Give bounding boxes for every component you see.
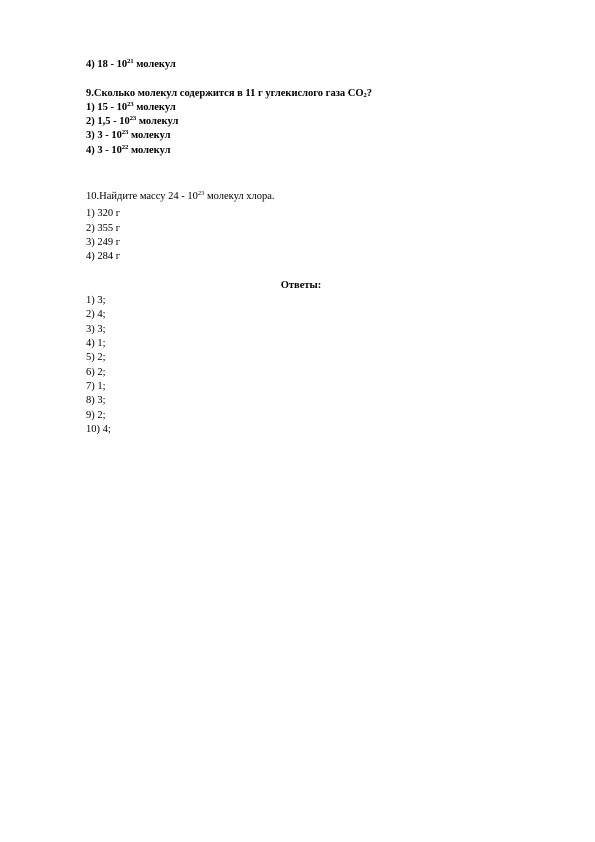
option-exponent: 23 xyxy=(121,129,129,136)
answer-item: 5) 2; xyxy=(86,352,106,363)
question-10-option-4: 4) 284 г xyxy=(86,251,121,262)
answer-item: 2) 4; xyxy=(86,309,106,320)
question-9-title xyxy=(86,87,372,100)
option-unit: молекул xyxy=(128,145,171,156)
question-text-end: молекул хлора. xyxy=(204,191,275,202)
option-unit: молекул xyxy=(128,130,171,141)
option-text: 2) 1,5 - 10 xyxy=(86,116,130,127)
question-text: 10.Найдите массу 24 - 10 xyxy=(86,191,198,202)
question-10-option-2: 2) 355 г xyxy=(86,223,121,234)
option-exponent: 21 xyxy=(127,58,134,65)
option-unit: молекул xyxy=(133,102,176,113)
question-10-option-1: 1) 320 г xyxy=(86,208,121,219)
question-9-option-1 xyxy=(86,101,176,114)
answer-item: 6) 2; xyxy=(86,367,106,378)
question-9-option-2 xyxy=(86,115,178,128)
option-text: 4) 3 - 10 xyxy=(86,145,122,156)
option-unit: молекул xyxy=(133,59,176,70)
document-page xyxy=(86,0,516,842)
answer-item: 8) 3; xyxy=(86,395,106,406)
option-unit: молекул xyxy=(136,116,179,127)
option-text: 3) 3 - 10 xyxy=(86,130,122,141)
question-9-option-4 xyxy=(86,144,170,157)
formula-subscript: 2 xyxy=(363,92,367,99)
answer-item: 10) 4; xyxy=(86,424,111,435)
answer-item: 4) 1; xyxy=(86,338,106,349)
option-text: 1) 15 - 10 xyxy=(86,102,128,113)
option-exponent: 22 xyxy=(121,144,129,151)
prev-question-option-4 xyxy=(86,58,176,71)
option-exponent: 23 xyxy=(127,101,134,108)
answer-item: 7) 1; xyxy=(86,381,106,392)
question-mark: ? xyxy=(366,88,373,99)
answer-item: 9) 2; xyxy=(86,410,106,421)
option-exponent: 23 xyxy=(129,115,137,122)
question-10-title xyxy=(86,190,275,203)
answer-item: 3) 3; xyxy=(86,324,106,335)
question-text: 9.Сколько молекул содержится в 11 г углекислого газа CO xyxy=(86,88,364,99)
answers-heading: Ответы: xyxy=(280,280,322,291)
answer-item: 1) 3; xyxy=(86,295,106,306)
question-10-option-3: 3) 249 г xyxy=(86,237,121,248)
question-9-option-3 xyxy=(86,129,170,142)
option-text: 4) 18 - 10 xyxy=(86,59,128,70)
question-exponent: 23 xyxy=(197,190,205,197)
